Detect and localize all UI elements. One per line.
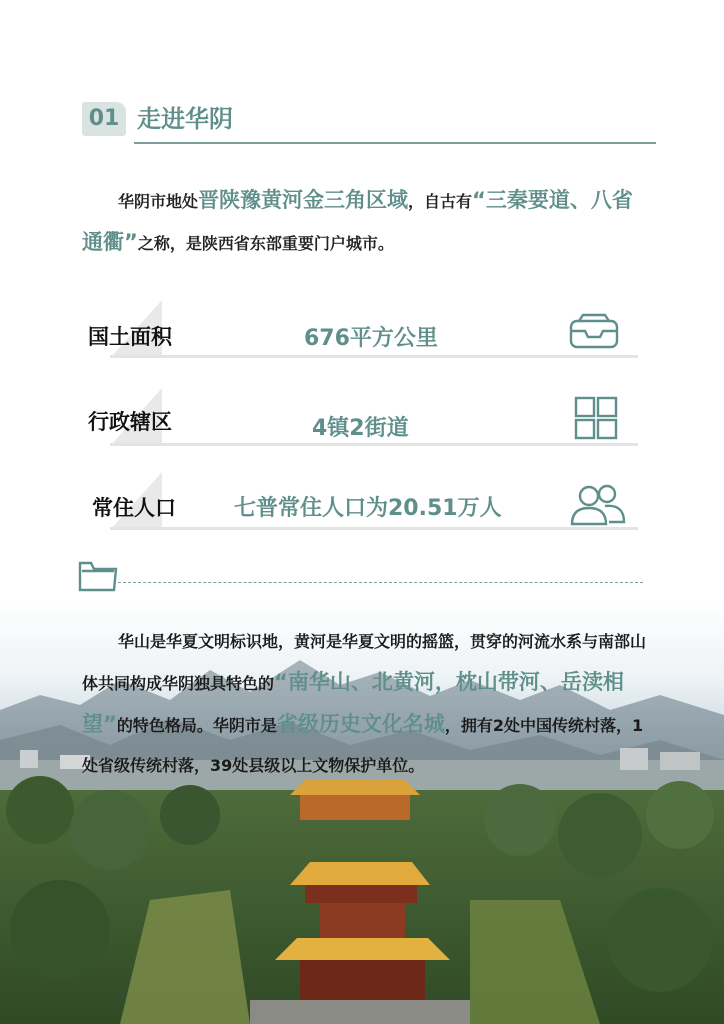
body-highlight-1: “南华山、北黄河，枕山带河、岳渎相望” bbox=[82, 670, 624, 736]
intro-highlight-1: 晋陕豫黄河金三角区域 bbox=[198, 188, 409, 212]
body-text-2: 的特色格局。华阴市是 bbox=[116, 716, 277, 735]
body-highlight-2: 省级历史文化名城 bbox=[276, 712, 445, 736]
intro-highlight-2: “三秦要道、八省通衢” bbox=[82, 188, 633, 254]
stat-row-underline bbox=[110, 355, 638, 358]
people-icon bbox=[569, 484, 627, 530]
stat-row-underline bbox=[110, 527, 638, 530]
intro-text-3: 之称，是陕西省东部重要门户城市。 bbox=[137, 234, 394, 253]
stat-label-population: 常住人口 bbox=[92, 496, 176, 520]
stat-value-district: 4镇2街道 bbox=[312, 416, 409, 441]
stat-value-area: 676平方公里 bbox=[304, 326, 438, 351]
heritage-paragraph bbox=[82, 622, 650, 786]
section-divider bbox=[134, 142, 656, 144]
body-text-1: 华山是华夏文明标识地，黄河是华夏文明的摇篮，贯穿的河流水系与南部山体共同构成华阴独具特色的 bbox=[82, 632, 647, 693]
body-text-3: ，拥有2处中国传统村落，1处省级传统村落，39处县级以上文物保护单位。 bbox=[82, 716, 644, 775]
section-title: 走进华阴 bbox=[137, 105, 233, 133]
intro-text-1: 华阴市地处 bbox=[118, 192, 199, 211]
stat-label-area: 国土面积 bbox=[88, 325, 172, 349]
inbox-tray-icon bbox=[569, 313, 619, 353]
grid-icon bbox=[574, 396, 618, 444]
intro-paragraph bbox=[82, 180, 650, 264]
section-number: 01 bbox=[88, 106, 120, 131]
stat-value-population: 七普常住人口为20.51万人 bbox=[234, 496, 502, 521]
stat-label-district: 行政辖区 bbox=[88, 410, 172, 434]
folder-icon bbox=[78, 557, 118, 597]
dashed-divider bbox=[118, 582, 643, 583]
intro-text-2: ，自古有 bbox=[408, 192, 473, 211]
